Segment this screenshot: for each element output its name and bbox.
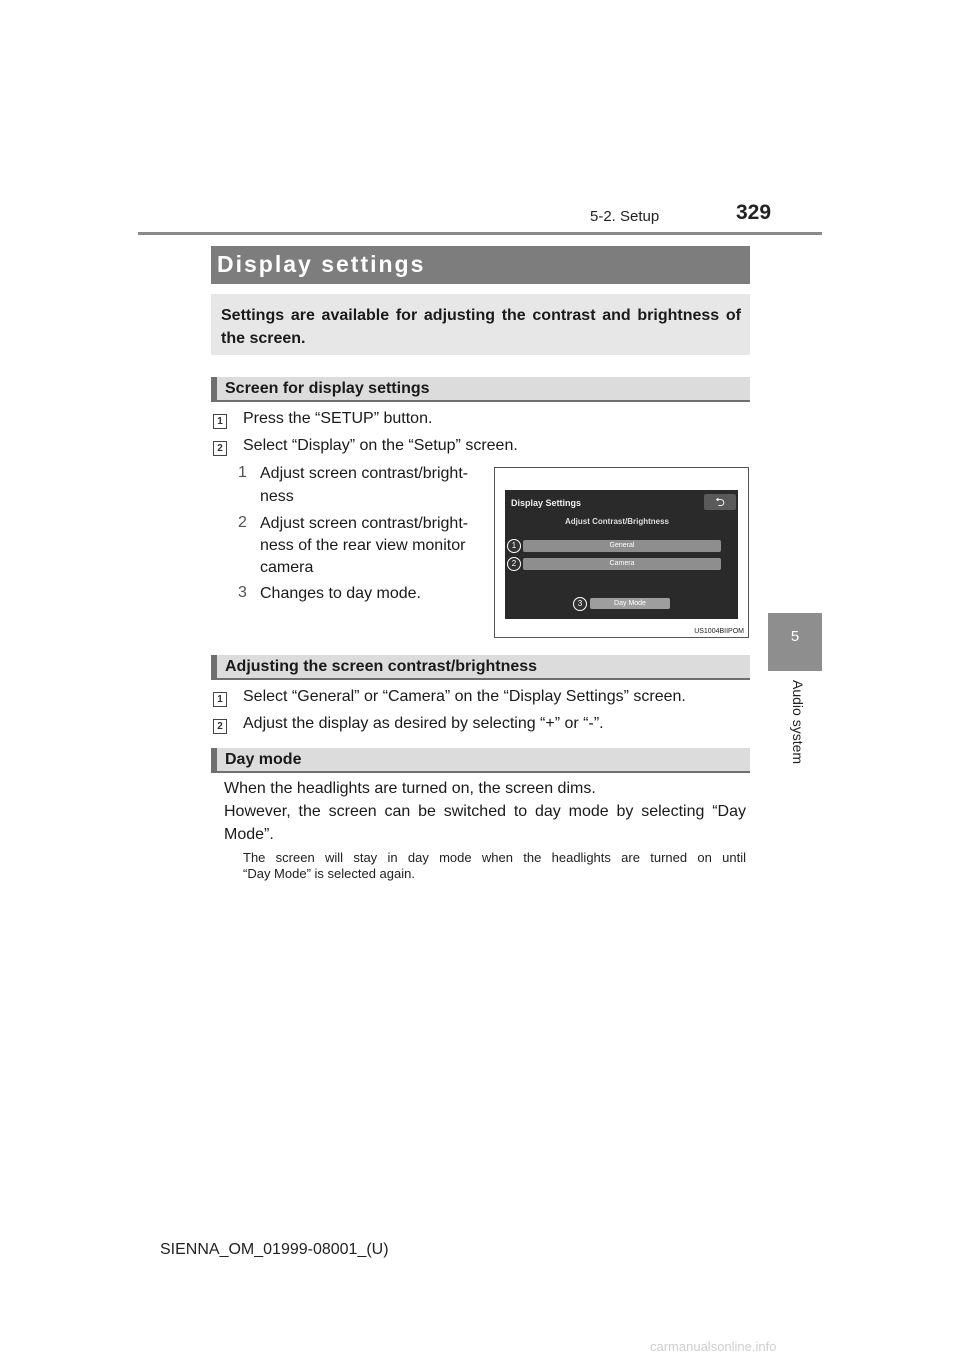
callout-1: 1 [507, 539, 521, 553]
section-heading-screen [211, 377, 750, 402]
step-text: Select “General” or “Camera” on the “Display Settings” screen. [243, 688, 686, 705]
section-heading-contrast [211, 655, 750, 680]
screen-title: Display Settings [511, 498, 582, 508]
camera-button: Camera [523, 558, 721, 570]
page-title: Display settings [217, 251, 426, 277]
watermark: carmanualsonline.info [650, 1339, 777, 1354]
figure-code: US1004BIIPOM [694, 628, 744, 635]
step-text: Select “Display” on the “Setup” screen. [243, 437, 518, 454]
item-text: Adjust screen contrast/bright- [260, 465, 469, 482]
title-bar [211, 246, 750, 284]
step-number: 2 [213, 441, 227, 456]
item-text: ness of the rear view monitor [260, 537, 466, 554]
item-text: ness [260, 488, 294, 505]
body-text: When the headlights are turned on, the screen dims. [224, 780, 596, 797]
note-text: “Day Mode” is selected again. [243, 866, 415, 881]
header-rule [138, 232, 822, 235]
section-heading-day-mode [211, 748, 750, 773]
item-text: Changes to day mode. [260, 585, 421, 602]
note-text: The screen will stay in day mode when the headlights are turned on until [243, 850, 746, 865]
day-mode-button: Day Mode [590, 598, 670, 609]
section-heading-text: Day mode [225, 751, 302, 768]
step-text: Press the “SETUP” button. [243, 410, 433, 427]
intro-box [211, 294, 750, 355]
item-number: 3 [238, 584, 247, 601]
item-text: camera [260, 559, 314, 576]
step-number: 1 [213, 414, 227, 429]
page-number: 329 [736, 201, 772, 224]
item-text: Adjust screen contrast/bright- [260, 515, 469, 532]
step-text: Adjust the display as desired by selecting “+” or “-”. [243, 715, 604, 732]
intro-text: Settings are available for adjusting the contrast and brightness of the screen. [221, 307, 741, 347]
section-heading-text: Adjusting the screen contrast/brightness [225, 658, 538, 675]
body-text: However, the screen can be switched to day mode by selecting “Day [224, 803, 746, 820]
section-heading-text: Screen for display settings [225, 380, 430, 397]
header-section: 5-2. Setup [590, 208, 660, 225]
callout-2: 2 [507, 557, 521, 571]
step-number: 1 [213, 692, 227, 707]
display-settings-figure [494, 467, 749, 638]
chapter-label-wrap [790, 680, 806, 780]
chapter-tab: 5 [768, 613, 822, 671]
chapter-label: Audio system [790, 680, 806, 765]
document-footer: SIENNA_OM_01999-08001_(U) [160, 1241, 389, 1258]
item-number: 2 [238, 514, 247, 531]
general-button: General [523, 540, 721, 552]
back-icon: ⮌ [704, 494, 736, 510]
item-number: 1 [238, 464, 247, 481]
screen-image [505, 490, 738, 619]
callout-3: 3 [573, 597, 587, 611]
step-number: 2 [213, 719, 227, 734]
screen-subtitle: Adjust Contrast/Brightness [565, 517, 670, 526]
body-text: Mode”. [224, 826, 274, 843]
